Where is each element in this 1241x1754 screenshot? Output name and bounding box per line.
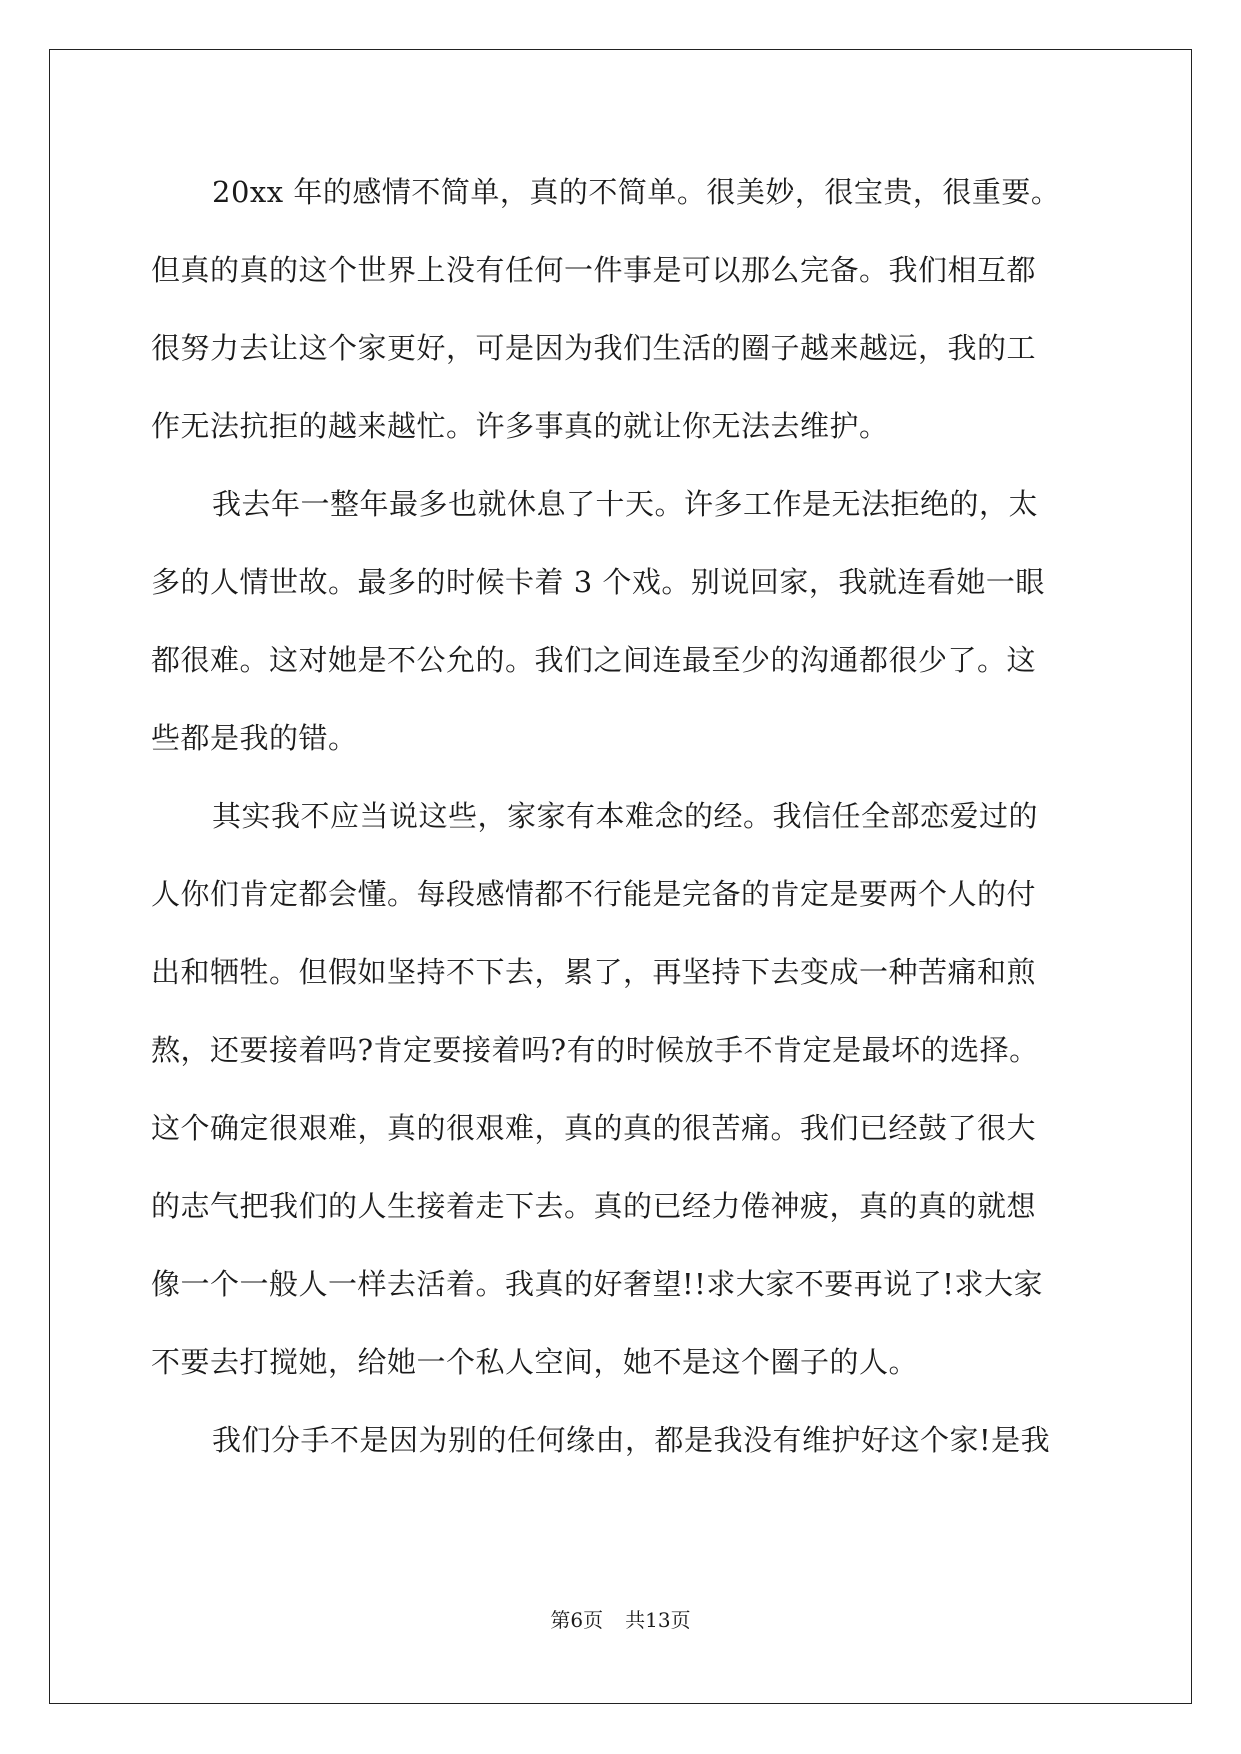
paragraph-line: 这个确定很艰难，真的很艰难，真的真的很苦痛。我们已经鼓了很大: [151, 1111, 1037, 1145]
paragraph-line: 作无法抗拒的越来越忙。许多事真的就让你无法去维护。: [151, 409, 889, 443]
paragraph-line: 20xx 年的感情不简单，真的不简单。很美妙，很宝贵，很重要。: [212, 175, 1061, 209]
paragraph-line: 多的人情世故。最多的时候卡着 3 个戏。别说回家，我就连看她一眼: [151, 565, 1045, 599]
paragraph-line: 的志气把我们的人生接着走下去。真的已经力倦神疲，真的真的就想: [151, 1189, 1037, 1223]
paragraph-line: 很努力去让这个家更好，可是因为我们生活的圈子越来越远，我的工: [151, 331, 1037, 365]
paragraph-line: 我去年一整年最多也就休息了十天。许多工作是无法拒绝的，太: [212, 487, 1039, 521]
paragraph-line: 些都是我的错。: [151, 721, 358, 755]
page-footer: [0, 1606, 1241, 1634]
page-total: 共13页: [625, 1608, 691, 1632]
paragraph-line: 其实我不应当说这些，家家有本难念的经。我信任全部恋爱过的: [212, 799, 1039, 833]
paragraph-line: 熬，还要接着吗?肯定要接着吗?有的时候放手不肯定是最坏的选择。: [151, 1033, 1039, 1067]
paragraph-line: 都很难。这对她是不公允的。我们之间连最至少的沟通都很少了。这: [151, 643, 1037, 677]
paragraph-line: 但真的真的这个世界上没有任何一件事是可以那么完备。我们相互都: [151, 253, 1037, 287]
paragraph-line: 我们分手不是因为别的任何缘由，都是我没有维护好这个家!是我: [212, 1423, 1051, 1457]
paragraph-line: 不要去打搅她，给她一个私人空间，她不是这个圈子的人。: [151, 1345, 919, 1379]
paragraph-line: 出和牺牲。但假如坚持不下去，累了，再坚持下去变成一种苦痛和煎: [151, 955, 1037, 989]
paragraph-line: 像一个一般人一样去活着。我真的好奢望!!求大家不要再说了!求大家: [151, 1267, 1043, 1301]
paragraph-line: 人你们肯定都会懂。每段感情都不行能是完备的肯定是要两个人的付: [151, 877, 1037, 911]
page-number: 第6页: [550, 1608, 604, 1632]
